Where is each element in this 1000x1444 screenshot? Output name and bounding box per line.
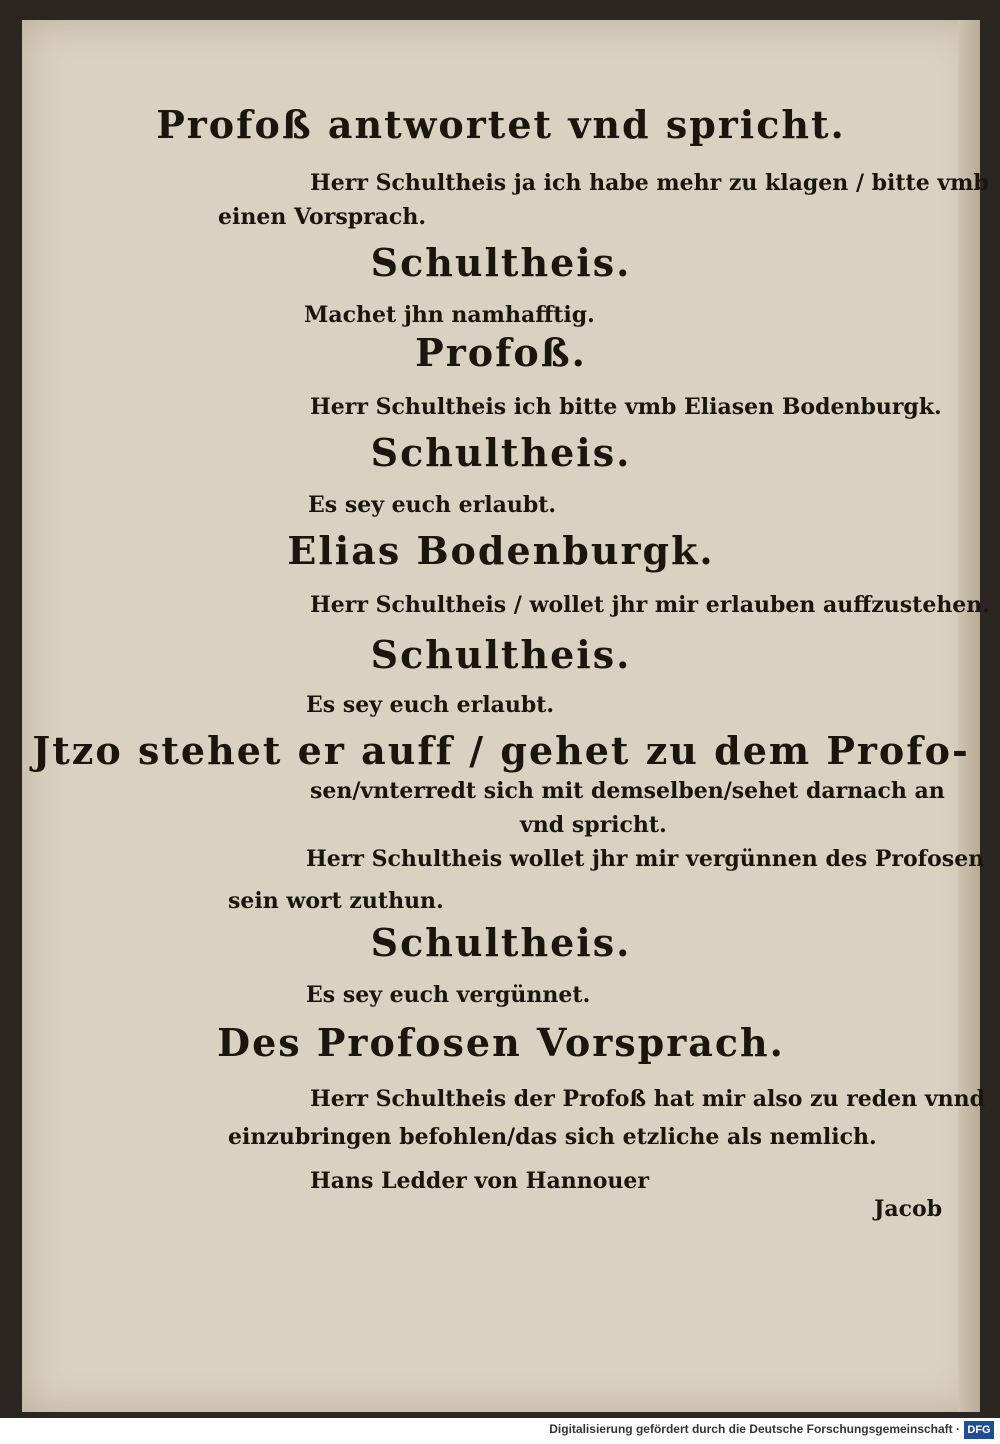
footer bbox=[0, 1418, 1000, 1444]
text-line: sen/vnterredt sich mit demselben/sehet darnach an bbox=[310, 778, 945, 804]
heading-des-profosen-vorsprach: Des Profosen Vorsprach. bbox=[217, 1020, 785, 1065]
dfg-credit: Digitalisierung gefördert durch die Deutsche Forschungsgemeinschaft · bbox=[549, 1422, 960, 1436]
book-page bbox=[22, 20, 990, 1412]
text-line: Herr Schultheis ja ich habe mehr zu klagen / bitte vmb bbox=[310, 170, 989, 196]
heading-schultheis: Schultheis. bbox=[370, 920, 632, 965]
page-edge bbox=[958, 20, 980, 1412]
catchword: Jacob bbox=[874, 1196, 943, 1222]
text-line: einzubringen befohlen/das sich etzliche als nemlich. bbox=[228, 1124, 877, 1150]
text-line: Es sey euch erlaubt. bbox=[308, 492, 557, 518]
heading-schultheis: Schultheis. bbox=[370, 430, 632, 475]
heading-elias-bodenburgk: Elias Bodenburgk. bbox=[287, 528, 715, 573]
heading-jtzo: Jtzo stehet er auff / gehet zu dem Profo- bbox=[32, 728, 970, 773]
text-line: vnd spricht. bbox=[520, 812, 667, 838]
heading-profoss-antwortet: Profoß antwortet vnd spricht. bbox=[156, 102, 846, 147]
dfg-logo-icon: DFG bbox=[964, 1421, 994, 1439]
text-line: Es sey euch vergünnet. bbox=[306, 982, 591, 1008]
text-line: einen Vorsprach. bbox=[218, 204, 426, 230]
heading-schultheis: Schultheis. bbox=[370, 632, 632, 677]
heading-schultheis: Schultheis. bbox=[370, 240, 632, 285]
text-line: Herr Schultheis / wollet jhr mir erlauben auffzustehen. bbox=[310, 592, 990, 618]
text-line: Es sey euch erlaubt. bbox=[306, 692, 555, 718]
text-line: Herr Schultheis ich bitte vmb Eliasen Bodenburgk. bbox=[310, 394, 942, 420]
text-line: Machet jhn namhafftig. bbox=[304, 302, 595, 328]
text-line: Hans Ledder von Hannouer bbox=[310, 1168, 649, 1194]
heading-profoss: Profoß. bbox=[415, 330, 587, 375]
text-line: Herr Schultheis wollet jhr mir vergünnen des Profosen bbox=[306, 846, 985, 872]
text-line: sein wort zuthun. bbox=[228, 888, 444, 914]
text-line: Herr Schultheis der Profoß hat mir also zu reden vnnd bbox=[310, 1086, 985, 1112]
